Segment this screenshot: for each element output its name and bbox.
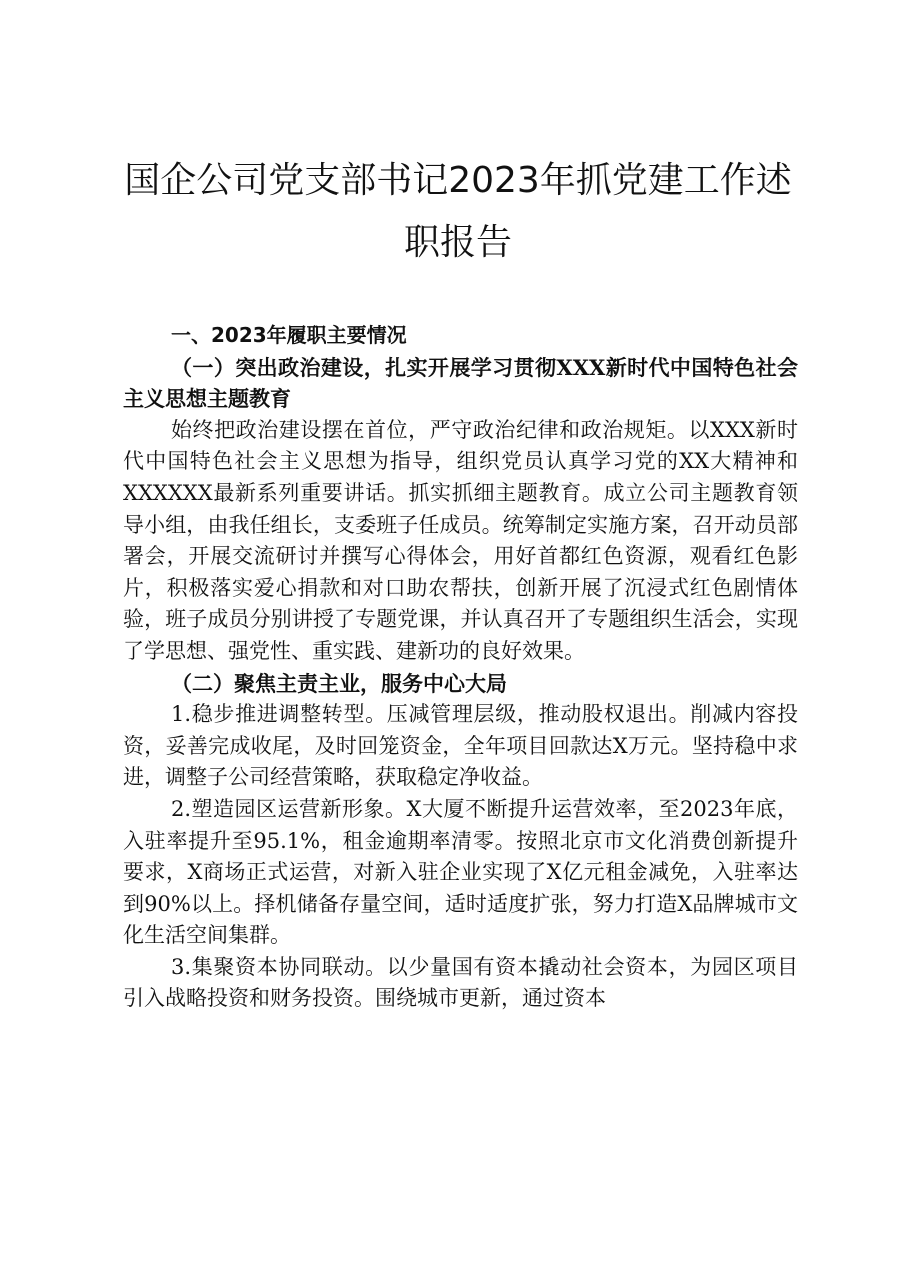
section-heading: 一、2023年履职主要情况 <box>171 323 407 347</box>
paragraph-political-construction: 始终把政治建设摆在首位，严守政治纪律和政治规矩。以XXX新时代中国特色社会主义思想为指导，组织党员认真学习党的XX大精神和XXXXXX最新系列重要讲话。抓实抓细主题教育。成立公司主题教育领导小组，由我任组长，支委班子任成员。统筹制定实施方案，召开动员部署会，开展交流研讨并撰写心得体会，用好首都红色资源，观看红色影片，积极落实爱心捐款和对口助农帮扶，创新开展了沉浸式红色剧情体验，班子成员分别讲授了专题党课，并认真召开了专题组织生活会，实现了学思想、强党性、重实践、建新功的良好效果。 <box>123 417 798 663</box>
subsection-heading-2: （二）聚焦主责主业，服务中心大局 <box>171 670 507 696</box>
subsection-heading-1: （一）突出政治建设，扎实开展学习贯彻XXX新时代中国特色社会主义思想主题教育 <box>123 354 798 412</box>
paragraph-item-2: 2.塑造园区运营新形象。X大厦不断提升运营效率，至2023年底，入驻率提升至95.1%，租金逾期率清零。按照北京市文化消费创新提升要求，X商场正式运营，对新入驻企业实现了X亿元租金减免，入驻率达到90%以上。择机储备存量空间，适时适度扩张，努力打造X品牌城市文化生活空间集群。 <box>123 796 798 948</box>
paragraph-item-1: 1.稳步推进调整转型。压减管理层级，推动股权退出。削减内容投资，妥善完成收尾，及时回笼资金，全年项目回款达X万元。坚持稳中求进，调整子公司经营策略，获取稳定净收益。 <box>123 702 798 790</box>
document-body <box>123 320 798 1015</box>
document-title: 国企公司党支部书记2023年抓党建工作述职报告 <box>124 160 792 263</box>
paragraph-item-3: 3.集聚资本协同联动。以少量国有资本撬动社会资本，为园区项目引入战略投资和财务投资。围绕城市更新，通过资本 <box>123 954 798 1011</box>
